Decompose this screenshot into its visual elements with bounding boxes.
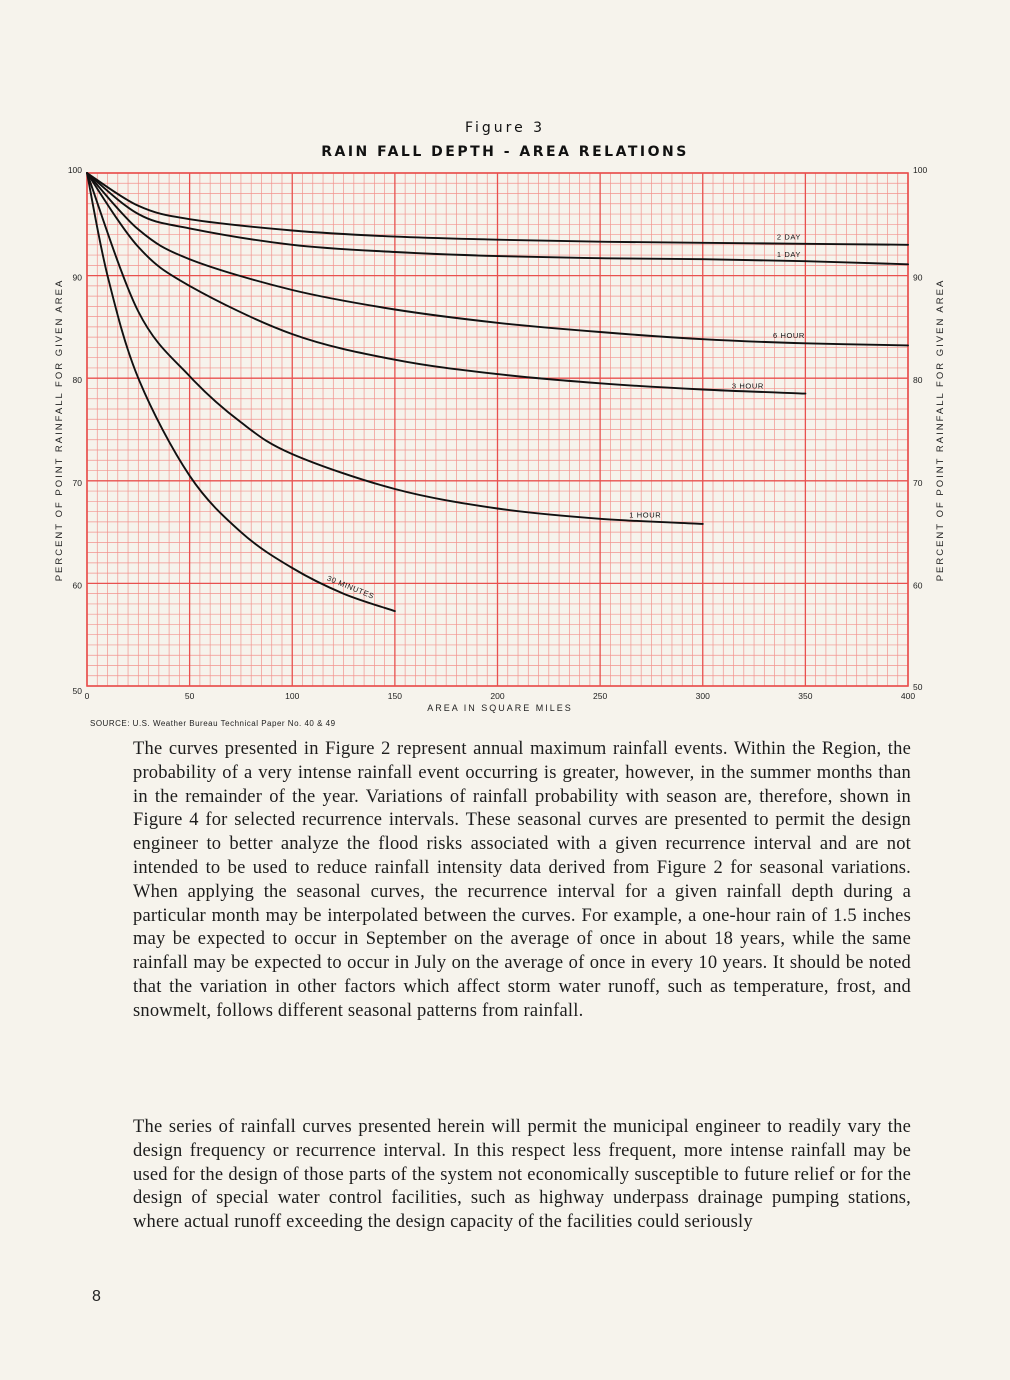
page-number: 8 <box>92 1288 101 1305</box>
curve-label-30-minutes: 30 MINUTES <box>325 573 376 601</box>
paragraph-2: The series of rainfall curves presented herein will permit the municipal engineer to readily vary the design frequency or recurrence interval. In this respect less frequent, more intense rainfall may be used for the design of those parts of the system not economically susceptible to future relief or for the design of special water control facilities, such as highway underpass drainage pumping stations, where actual runoff exceeding the design capacity of the facilities could seriously <box>133 1117 911 1233</box>
x-axis-label: AREA IN SQUARE MILES <box>427 703 573 713</box>
curve-label-1-hour: 1 HOUR <box>629 510 662 520</box>
y-tick-label-left: 60 <box>72 580 82 591</box>
y-tick-label-left: 100 <box>67 165 82 175</box>
x-tick-label: 400 <box>900 691 916 701</box>
curve-label-6-hour: 6 HOUR <box>772 331 805 341</box>
y-tick-label-left: 80 <box>72 375 82 386</box>
y-tick-label-right: 80 <box>913 375 923 386</box>
x-tick-label: 100 <box>285 691 300 701</box>
x-tick-label: 250 <box>593 691 608 701</box>
x-tick-label: 150 <box>387 691 402 701</box>
y-tick-label-left: 90 <box>72 272 82 283</box>
x-tick-label: 200 <box>490 691 505 701</box>
y-axis-label-right: PERCENT OF POINT RAINFALL FOR GIVEN AREA <box>935 278 946 582</box>
curve-label-3-hour: 3 HOUR <box>731 381 764 391</box>
y-tick-label-right: 60 <box>913 580 923 591</box>
curve-label-1-day: 1 DAY <box>776 250 802 260</box>
paragraph-1: The curves presented in Figure 2 represent annual maximum rainfall events. Within the Region, the probability of a very intense rainfall event occurring is greater, however, in the summer months than in the remainder of the year. Variations of rainfall probability with season are, therefore, shown in Figure 4 for selected recurrence intervals. These seasonal curves are presented to permit the design engineer to better analyze the flood risks associated with a given recurrence interval and are not intended to be used to reduce rainfall intensity data derived from Figure 2 for seasonal variations. When applying the seasonal curves, the recurrence interval for a given rainfall depth during a particular month may be interpolated between the curves. For example, a one-hour rain of 1.5 inches may be expected to occur in September on the average of once in about 18 years, while the same rainfall may be expected to occur in July on the average of once in every 10 years. It should be noted that the variation in other factors which affect storm water runoff, such as temperature, frost, and snowmelt, follows different seasonal patterns from rainfall. <box>133 739 911 1021</box>
x-tick-label: 300 <box>695 691 710 701</box>
y-tick-label-right: 90 <box>913 272 923 283</box>
x-tick-label: 350 <box>798 691 813 701</box>
figure-source: SOURCE: U.S. Weather Bureau Technical Paper No. 40 & 49 <box>90 719 336 728</box>
y-tick-label-right: 70 <box>913 477 923 488</box>
y-axis-label-left: PERCENT OF POINT RAINFALL FOR GIVEN AREA <box>54 278 65 582</box>
y-tick-label-right: 50 <box>913 682 923 692</box>
x-tick-label: 50 <box>184 691 195 701</box>
y-tick-label-left: 70 <box>72 477 82 488</box>
y-tick-label-left: 50 <box>72 686 82 696</box>
y-tick-label-right: 100 <box>913 165 928 175</box>
x-tick-label: 0 <box>84 691 90 701</box>
figure-title: RAIN FALL DEPTH - AREA RELATIONS <box>321 144 689 160</box>
curve-label-2-day: 2 DAY <box>776 232 802 242</box>
figure-label: Figure 3 <box>464 120 546 136</box>
